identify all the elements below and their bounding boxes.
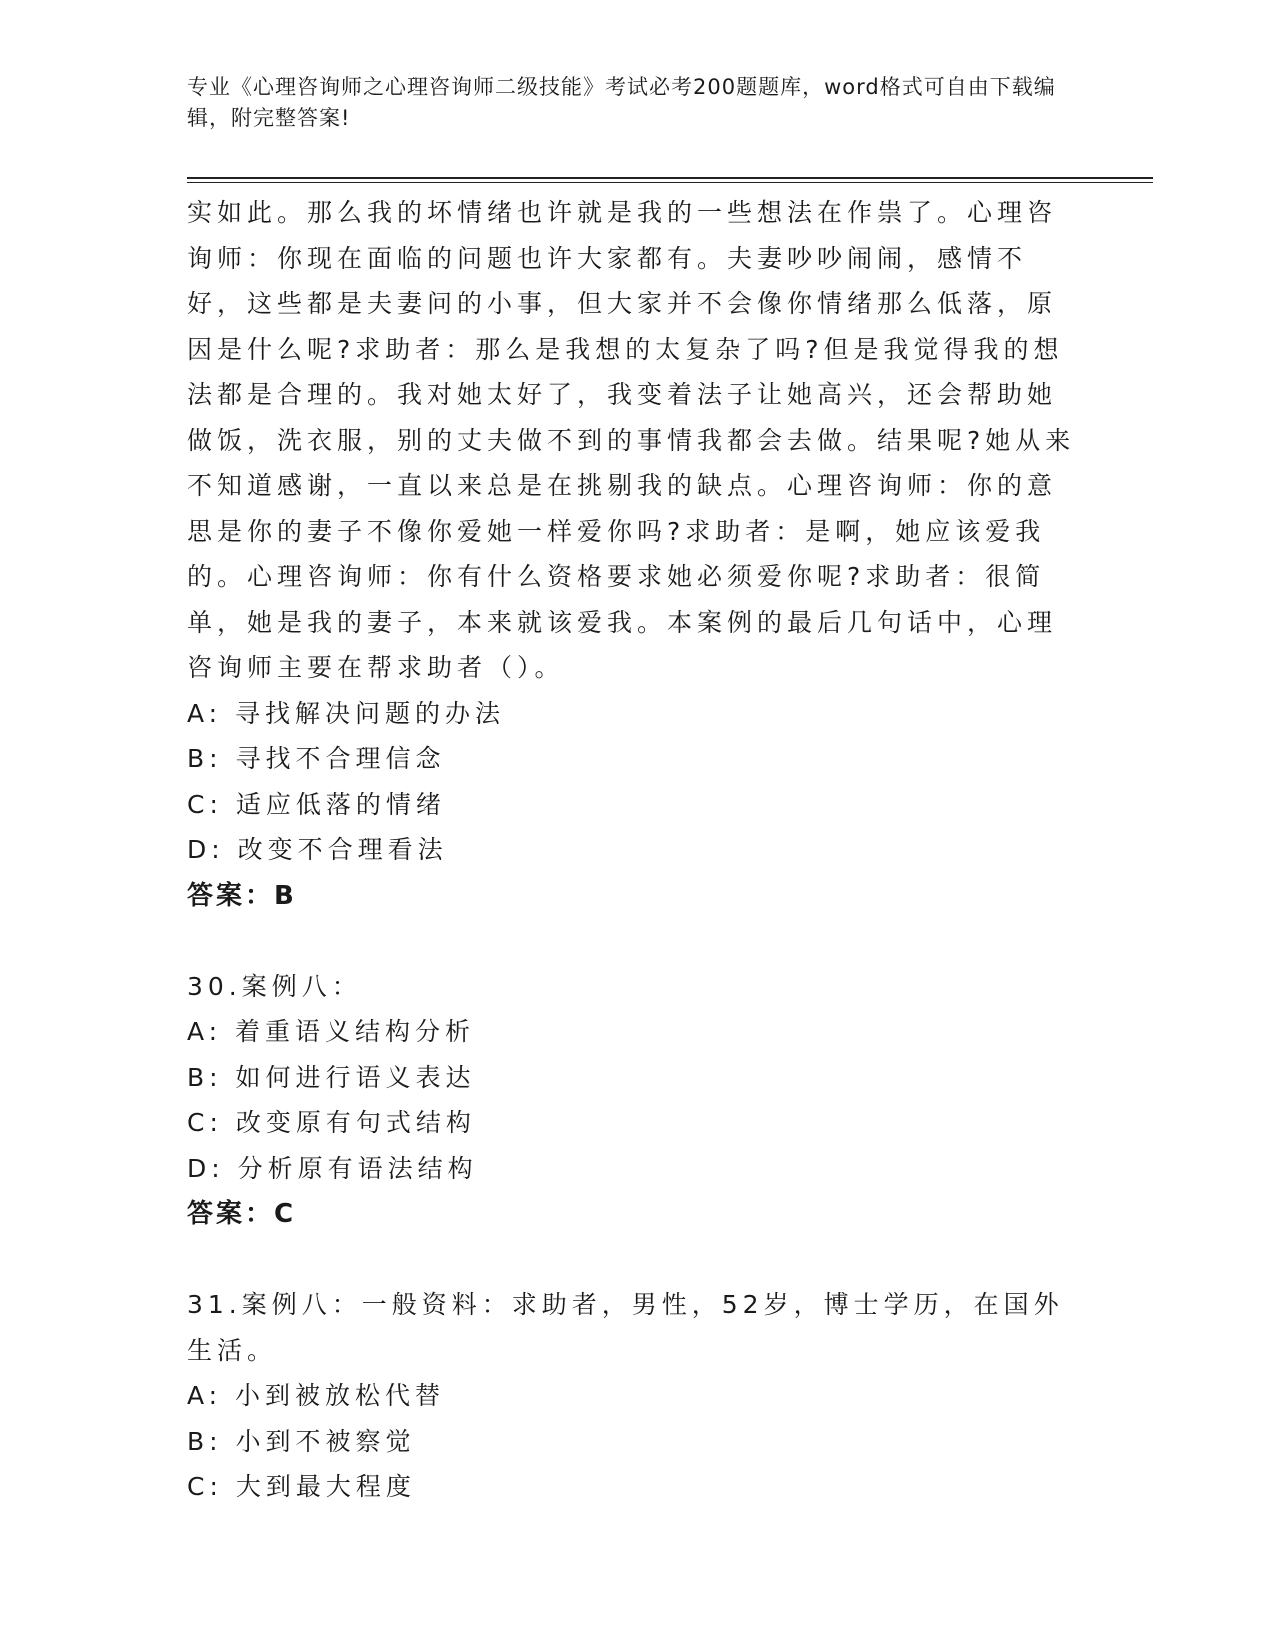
- option-text: 改变原有句式结构: [235, 1108, 476, 1137]
- spacer: [187, 919, 1077, 964]
- option-text: 大到最大程度: [235, 1472, 416, 1501]
- header-rule-thick: [187, 177, 1153, 179]
- option-letter: A:: [187, 1017, 223, 1046]
- option-c: [187, 1100, 1077, 1146]
- option-letter: B:: [187, 744, 223, 773]
- option-text: 小到不被察觉: [235, 1426, 416, 1456]
- header-rule-thin: [187, 182, 1153, 183]
- option-letter: B:: [187, 1062, 223, 1092]
- option-c: [187, 1464, 1077, 1510]
- option-letter: B:: [187, 1426, 223, 1456]
- option-b: [187, 1055, 1077, 1101]
- option-letter: A:: [187, 698, 223, 728]
- option-b: [187, 736, 1077, 782]
- option-text: 寻找解决问题的办法: [235, 698, 506, 728]
- option-text: 适应低落的情绪: [235, 789, 446, 819]
- option-a: [187, 1009, 1077, 1055]
- option-letter: C:: [187, 1108, 223, 1137]
- option-d: [187, 1146, 1077, 1192]
- question-stem: 实如此。那么我的坏情绪也许就是我的一些想法在作祟了。心理咨询师：你现在面临的问题也许大家都有。夫妻吵吵闹闹，感情不好，这些都是夫妻问的小事，但大家并不会像你情绪那么低落，原因是什么呢?求助者：那么是我想的太复杂了吗?但是我觉得我的想法都是合理的。我对她太好了，我变着法子让她高兴，还会帮助她做饭，洗衣服，别的丈夫做不到的事情我都会去做。结果呢?她从来不知道感谢，一直以来总是在挑剔我的缺点。心理咨询师：你的意思是你的妻子不像你爱她一样爱你吗?求助者：是啊，她应该爱我的。心理咨询师：你有什么资格要求她必须爱你呢?求助者：很简单，她是我的妻子，本来就该爱我。本案例的最后几句话中，心理咨询师主要在帮求助者（）。: [187, 198, 1076, 682]
- option-a: [187, 691, 1077, 737]
- option-d: [187, 827, 1077, 873]
- question-31: [187, 1282, 1077, 1510]
- option-text: 改变不合理看法: [237, 835, 448, 864]
- option-text: 如何进行语义表达: [235, 1062, 476, 1092]
- page-header: 专业《心理咨询师之心理咨询师二级技能》考试必考200题题库，word格式可自由下载编辑，附完整答案!: [187, 75, 1056, 130]
- option-letter: C:: [187, 1472, 223, 1501]
- question-title: 31.案例八：一般资料：求助者，男性，52岁，博士学历，在国外生活。: [187, 1290, 1064, 1365]
- option-text: 小到被放松代替: [235, 1381, 446, 1410]
- option-a: [187, 1373, 1077, 1419]
- option-text: 寻找不合理信念: [235, 744, 446, 773]
- answer-line: 答案：B: [187, 880, 297, 911]
- option-text: 着重语义结构分析: [235, 1017, 476, 1046]
- option-c: [187, 782, 1077, 828]
- question-title: 30.案例八：: [187, 971, 362, 1001]
- option-letter: D:: [187, 1153, 225, 1183]
- option-letter: D:: [187, 835, 225, 864]
- option-b: [187, 1419, 1077, 1465]
- question-29-continuation: [187, 190, 1077, 919]
- answer-line: 答案：C: [187, 1199, 297, 1229]
- option-letter: C:: [187, 789, 223, 819]
- option-text: 分析原有语法结构: [237, 1153, 478, 1183]
- option-letter: A:: [187, 1381, 223, 1410]
- document-body: [187, 190, 1077, 1510]
- question-30: [187, 964, 1077, 1238]
- spacer: [187, 1237, 1077, 1282]
